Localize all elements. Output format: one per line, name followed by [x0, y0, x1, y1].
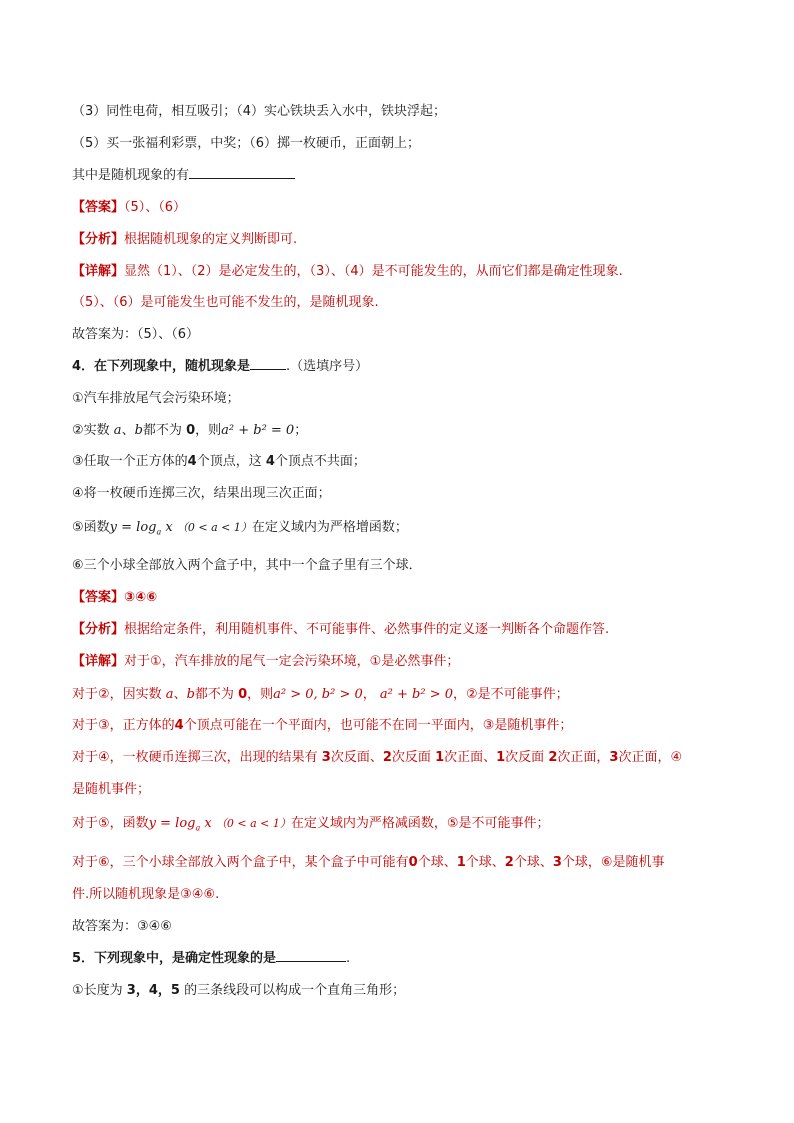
q5-o1-text-b: 的三条线段可以构成一个直角三角形； — [184, 983, 406, 998]
q4-o3-text-b: 个顶点，这 — [196, 454, 262, 469]
q4-d6-t3: 个球、 — [513, 855, 553, 870]
q3-prompt — [72, 166, 295, 186]
q5-stem-text: 5．下列现象中，是确定性现象的是 — [72, 951, 277, 966]
q4-detail-tag: 【详解】 — [72, 654, 125, 669]
q4-stem-text: 4．在下列现象中，随机现象是 — [72, 359, 251, 374]
q4-d6-num-2: 2 — [504, 855, 514, 870]
q4-d3-num: 4 — [174, 718, 184, 733]
q4-option-2 — [72, 421, 307, 441]
q4-analysis-text: 根据给定条件，利用随机事件、不可能事件、必然事件的定义逐一判断各个命题作答. — [124, 622, 610, 637]
q4-d6-t4: 个球，⑥是随机事 — [561, 855, 665, 870]
q4-d4-t4: 次反面 — [505, 750, 545, 765]
q4-d4-num-1: 3 — [321, 750, 331, 765]
q4-d6-text-a: 对于⑥，三个小球全部放入两个盒子中，某个盒子中可能有 — [72, 855, 409, 870]
q3-detail-tag: 【详解】 — [72, 264, 125, 279]
q4-answer-tag: 【答案】 — [72, 590, 125, 605]
q4-d5-function — [149, 816, 212, 831]
q4-o5-func-var: x — [165, 520, 173, 535]
q4-o2-var-b: b — [134, 423, 143, 438]
q3-answer — [72, 198, 186, 218]
q4-o2-var-a: a — [113, 423, 122, 438]
q4-final-answer: 故答案为：③④⑥ — [72, 919, 172, 934]
q4-d3-text-a: 对于③，正方体的 — [72, 718, 175, 733]
q4-o2-zero: 0 — [186, 423, 196, 438]
q4-o3-text-a: ③任取一个正方体的 — [72, 454, 188, 469]
q5-stem-suffix: . — [346, 951, 351, 966]
q4-d5-text-b: 在定义域内为严格减函数，⑤是不可能事件； — [290, 816, 550, 831]
q5-option-1 — [72, 981, 405, 1001]
q4-d4-num-3: 1 — [435, 750, 445, 765]
q4-o5-text-b: 在定义域内为严格增函数； — [251, 520, 408, 535]
q4-detail-6 — [72, 853, 665, 873]
q4-d5-func-var: x — [204, 816, 212, 831]
q3-detail-1 — [72, 262, 623, 282]
q4-d4-t2: 次反面 — [391, 750, 431, 765]
q4-d2-text-a: 对于②，因实数 — [72, 687, 162, 702]
q4-o3-num-a: 4 — [187, 454, 197, 469]
q4-analysis — [72, 620, 609, 640]
q4-d2-zero: 0 — [238, 687, 248, 702]
q4-d6-num-1: 1 — [456, 855, 466, 870]
q4-d2-var-a: a — [165, 687, 174, 702]
q4-o3-num-b: 4 — [265, 454, 275, 469]
q4-stem-suffix: .（选填序号） — [286, 359, 369, 374]
q3-item-3-4: （3）同性电荷，相互吸引；（4）实心铁块丢入水中，铁块浮起； — [72, 104, 447, 119]
q3-detail-2: （5）、（6）是可能发生也可能不发生的，是随机现象. — [72, 295, 379, 310]
q4-d6-num-0: 0 — [408, 855, 418, 870]
q3-analysis-text: 根据随机现象的定义判断即可. — [124, 232, 298, 247]
q4-d2-math-2: a² + b² > 0 — [379, 687, 453, 702]
q4-d4-num-6: 3 — [609, 750, 619, 765]
q4-d3-text-b: 个顶点可能在一个平面内，也可能不在同一平面内，③是随机事件； — [183, 718, 573, 733]
q4-o5-func-name: y = log — [109, 520, 157, 535]
q4-option-6: ⑥三个小球全部放入两个盒子中，其中一个盒子里有三个球． — [72, 558, 422, 573]
q4-o2-text-c: ，则 — [195, 423, 222, 438]
q4-o2-text-a: ②实数 — [72, 423, 110, 438]
q5-o1-numbers: 3，4，5 — [126, 983, 180, 998]
q4-o2-equation: a² + b² = 0 — [221, 423, 295, 438]
q4-option-5 — [72, 518, 408, 538]
q3-prompt-text: 其中是随机现象的有 — [72, 168, 190, 183]
q4-d2-text-d: ，②是不可能事件； — [453, 687, 569, 702]
q4-d2-sep: 、 — [173, 687, 187, 702]
q4-d5-func-name: y = log — [148, 816, 196, 831]
q4-o2-text-b: 都不为 — [142, 423, 182, 438]
q4-answer-text: ③④⑥ — [124, 590, 158, 605]
q4-stem — [72, 357, 368, 377]
q4-o5-func-base: a — [156, 527, 162, 537]
q4-d6-t1: 个球、 — [417, 855, 457, 870]
q4-o2-sep: 、 — [121, 423, 135, 438]
q4-detail-2 — [72, 685, 569, 705]
q4-d6-num-3: 3 — [552, 855, 562, 870]
q3-answer-text: （5）、（6） — [124, 200, 187, 215]
q4-d4-t3: 次正面、 — [444, 750, 497, 765]
q4-analysis-tag: 【分析】 — [72, 622, 125, 637]
q3-detail-text-1: 显然（1）、（2）是必定发生的，（3）、（4）是不可能发生的，从而它们都是确定性现象. — [124, 264, 623, 279]
q4-d6-t2: 个球、 — [465, 855, 505, 870]
q3-final-answer: 故答案为：（5）、（6） — [72, 327, 200, 342]
q4-option-3 — [72, 452, 366, 472]
q4-d2-comma: ， — [362, 687, 376, 702]
q4-detail-1 — [72, 652, 459, 672]
q4-d4-t6: 次正面，④ — [618, 750, 683, 765]
q4-d2-math-1: a² > 0, b² > 0 — [273, 687, 363, 702]
q5-answer-blank — [276, 949, 346, 962]
q4-detail-4 — [72, 748, 682, 768]
q4-d2-var-b: b — [186, 687, 195, 702]
q5-stem — [72, 949, 350, 969]
q3-item-5-6: （5）买一张福利彩票，中奖；（6）掷一枚硬币，正面朝上； — [72, 136, 421, 151]
q4-detail-text-1: 对于①，汽车排放的尾气一定会污染环境，①是必然事件； — [124, 654, 460, 669]
q4-detail-6-cont: 件.所以随机现象是③④⑥. — [72, 887, 220, 902]
q3-analysis-tag: 【分析】 — [72, 232, 125, 247]
q4-d4-t1: 次反面、 — [330, 750, 383, 765]
q4-d5-condition: （0 < a < 1） — [215, 817, 291, 830]
q4-detail-5 — [72, 814, 550, 834]
q4-d4-num-4: 1 — [496, 750, 506, 765]
q4-o2-end: ； — [294, 423, 308, 438]
q4-d5-text-a: 对于⑤，函数 — [72, 816, 149, 831]
q4-d4-t5: 次正面， — [557, 750, 610, 765]
q4-option-4: ④将一枚硬币连掷三次，结果出现三次正面； — [72, 486, 331, 501]
q4-detail-4-cont: 是随机事件； — [72, 782, 151, 797]
q4-d4-text: 对于④，一枚硬币连掷三次，出现的结果有 — [72, 750, 318, 765]
q4-d4-num-5: 2 — [548, 750, 558, 765]
q4-option-1: ①汽车排放尾气会污染环境； — [72, 391, 240, 406]
q4-o5-condition: （0 < a < 1） — [176, 521, 252, 534]
q4-o5-text-a: ⑤函数 — [72, 520, 110, 535]
q4-o3-text-c: 个顶点不共面； — [274, 454, 366, 469]
q4-d2-text-c: ，则 — [247, 687, 274, 702]
q4-detail-3 — [72, 716, 572, 736]
q3-answer-blank — [189, 166, 295, 179]
q3-answer-tag: 【答案】 — [72, 200, 125, 215]
q4-d2-text-b: 都不为 — [194, 687, 234, 702]
q4-d5-func-base: a — [195, 823, 201, 833]
q3-analysis — [72, 230, 297, 250]
q4-answer-blank — [250, 357, 286, 370]
q4-answer — [72, 588, 157, 608]
q4-d4-num-2: 2 — [382, 750, 392, 765]
q4-o5-function — [110, 520, 173, 535]
q5-o1-text-a: ①长度为 — [72, 983, 123, 998]
